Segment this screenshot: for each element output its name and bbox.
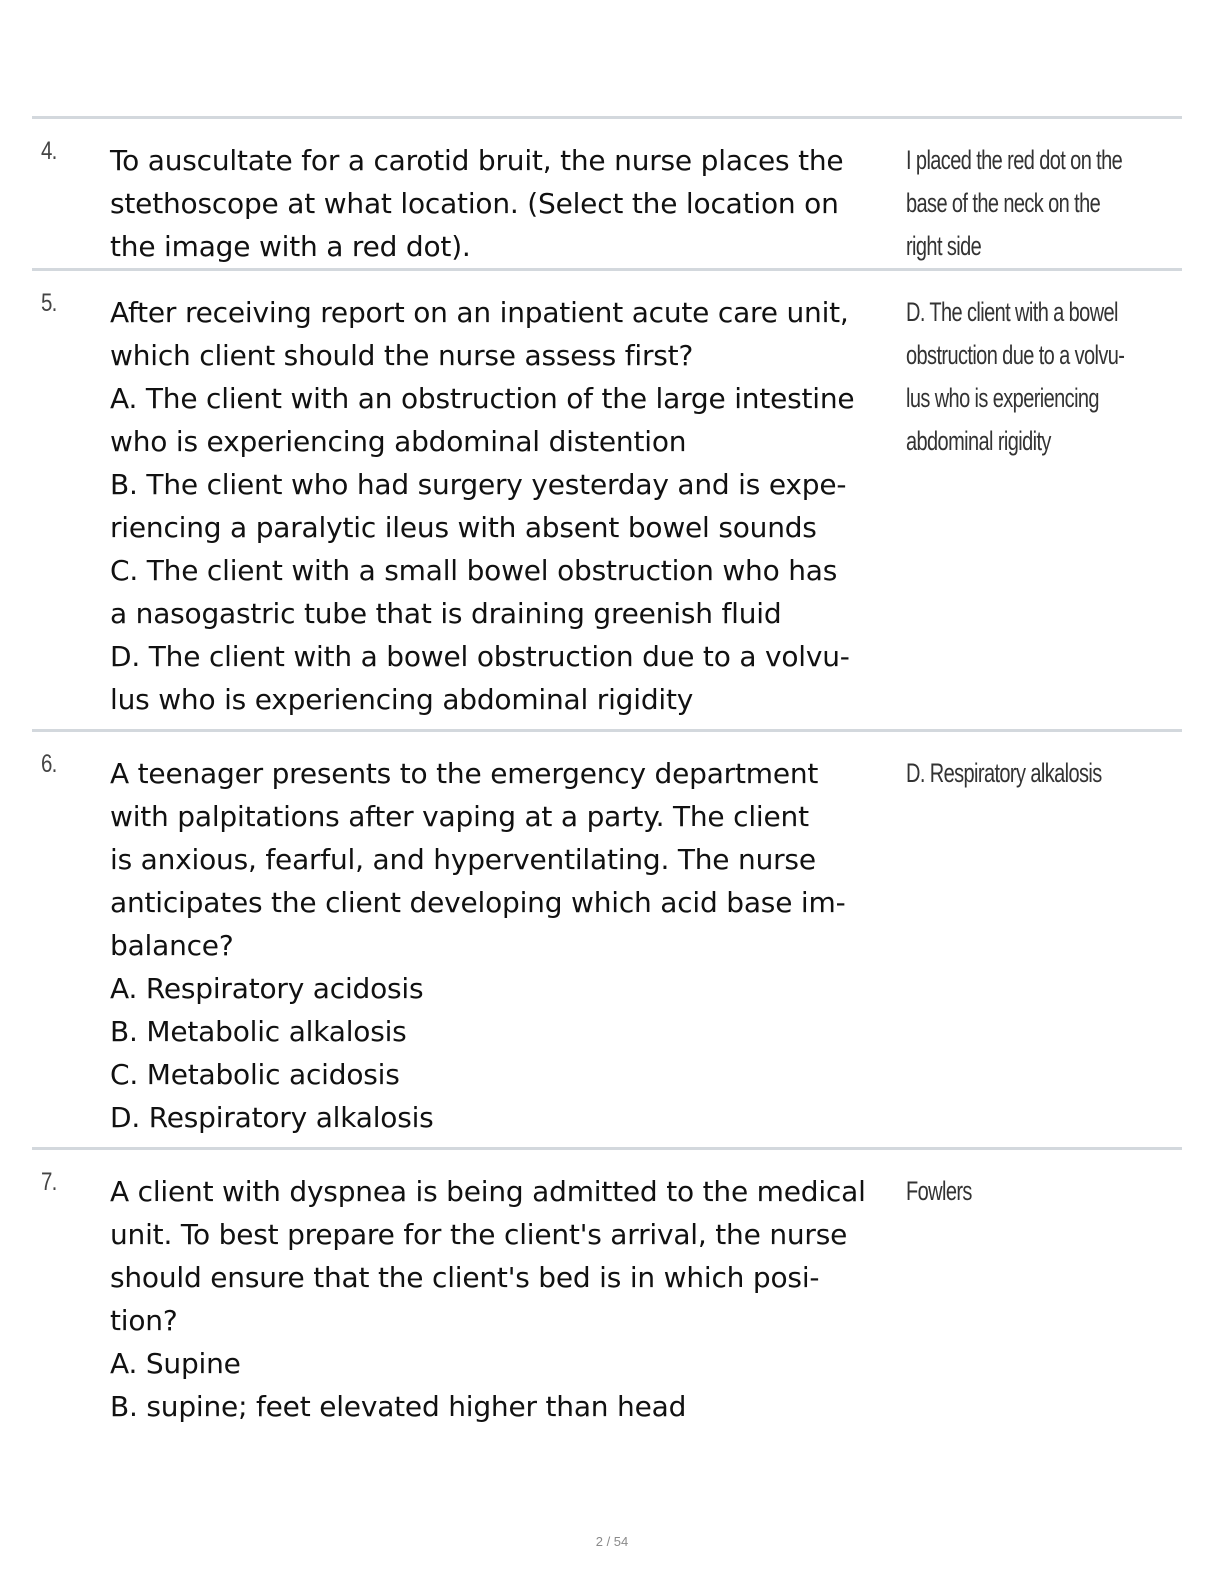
question-line: a nasogastric tube that is draining greenish fluid — [110, 597, 782, 630]
answer-line: D. Respiratory alkalosis — [906, 758, 1102, 788]
question-line: A. The client with an obstruction of the large intestine — [110, 382, 855, 415]
page-indicator: 2 / 54 — [595, 1534, 629, 1549]
question-line: riencing a paralytic ileus with absent bowel sounds — [110, 511, 817, 544]
question-line: C. The client with a small bowel obstruction who has — [110, 554, 838, 587]
answer-text — [906, 291, 1128, 463]
question-line: lus who is experiencing abdominal rigidity — [110, 683, 694, 716]
question-line: which client should the nurse assess first? — [110, 339, 694, 372]
answer-line: Fowlers — [906, 1176, 972, 1206]
question-line: D. Respiratory alkalosis — [110, 1101, 434, 1134]
question-text — [110, 1170, 900, 1428]
question-line: D. The client with a bowel obstruction due to a volvu- — [110, 640, 850, 673]
question-row — [32, 1147, 1182, 1430]
question-line: After receiving report on an inpatient acute care unit, — [110, 296, 849, 329]
question-line: B. The client who had surgery yesterday and is expe- — [110, 468, 847, 501]
answer-line: abdominal rigidity — [906, 426, 1051, 456]
question-list — [32, 116, 1182, 1430]
answer-line: I placed the red dot on the — [906, 145, 1123, 175]
question-line: A. Respiratory acidosis — [110, 972, 424, 1005]
question-line: unit. To best prepare for the client's arrival, the nurse — [110, 1218, 848, 1251]
answer-line: obstruction due to a volvu- — [906, 340, 1125, 370]
answer-line: base of the neck on the — [906, 188, 1101, 218]
question-line: with palpitations after vaping at a party. The client — [110, 800, 809, 833]
answer-text — [906, 139, 1128, 268]
answer-line: lus who is experiencing — [906, 383, 1099, 413]
question-line: should ensure that the client's bed is in which posi- — [110, 1261, 820, 1294]
question-text — [110, 139, 900, 268]
question-number: 5. — [41, 289, 57, 317]
question-line: C. Metabolic acidosis — [110, 1058, 400, 1091]
answer-text — [906, 752, 1128, 795]
question-number: 4. — [41, 137, 57, 165]
question-line: who is experiencing abdominal distention — [110, 425, 687, 458]
question-line: B. supine; feet elevated higher than head — [110, 1390, 687, 1423]
question-line: B. Metabolic alkalosis — [110, 1015, 407, 1048]
question-number: 6. — [41, 750, 57, 778]
question-text — [110, 291, 900, 721]
answer-text — [906, 1170, 1128, 1213]
answer-line: D. The client with a bowel — [906, 297, 1118, 327]
question-line: is anxious, fearful, and hyperventilating. The nurse — [110, 843, 816, 876]
question-row — [32, 268, 1182, 729]
question-line: anticipates the client developing which acid base im- — [110, 886, 846, 919]
question-line: balance? — [110, 929, 234, 962]
answer-line: right side — [906, 231, 982, 261]
question-line: the image with a red dot). — [110, 230, 471, 263]
question-line: A teenager presents to the emergency department — [110, 757, 819, 790]
question-line: A client with dyspnea is being admitted to the medical — [110, 1175, 866, 1208]
question-row — [32, 116, 1182, 268]
question-line: A. Supine — [110, 1347, 241, 1380]
question-line: To auscultate for a carotid bruit, the nurse places the — [110, 144, 844, 177]
question-text — [110, 752, 900, 1139]
question-line: tion? — [110, 1304, 178, 1337]
question-number: 7. — [41, 1168, 57, 1196]
question-line: stethoscope at what location. (Select the location on — [110, 187, 839, 220]
question-row — [32, 729, 1182, 1147]
